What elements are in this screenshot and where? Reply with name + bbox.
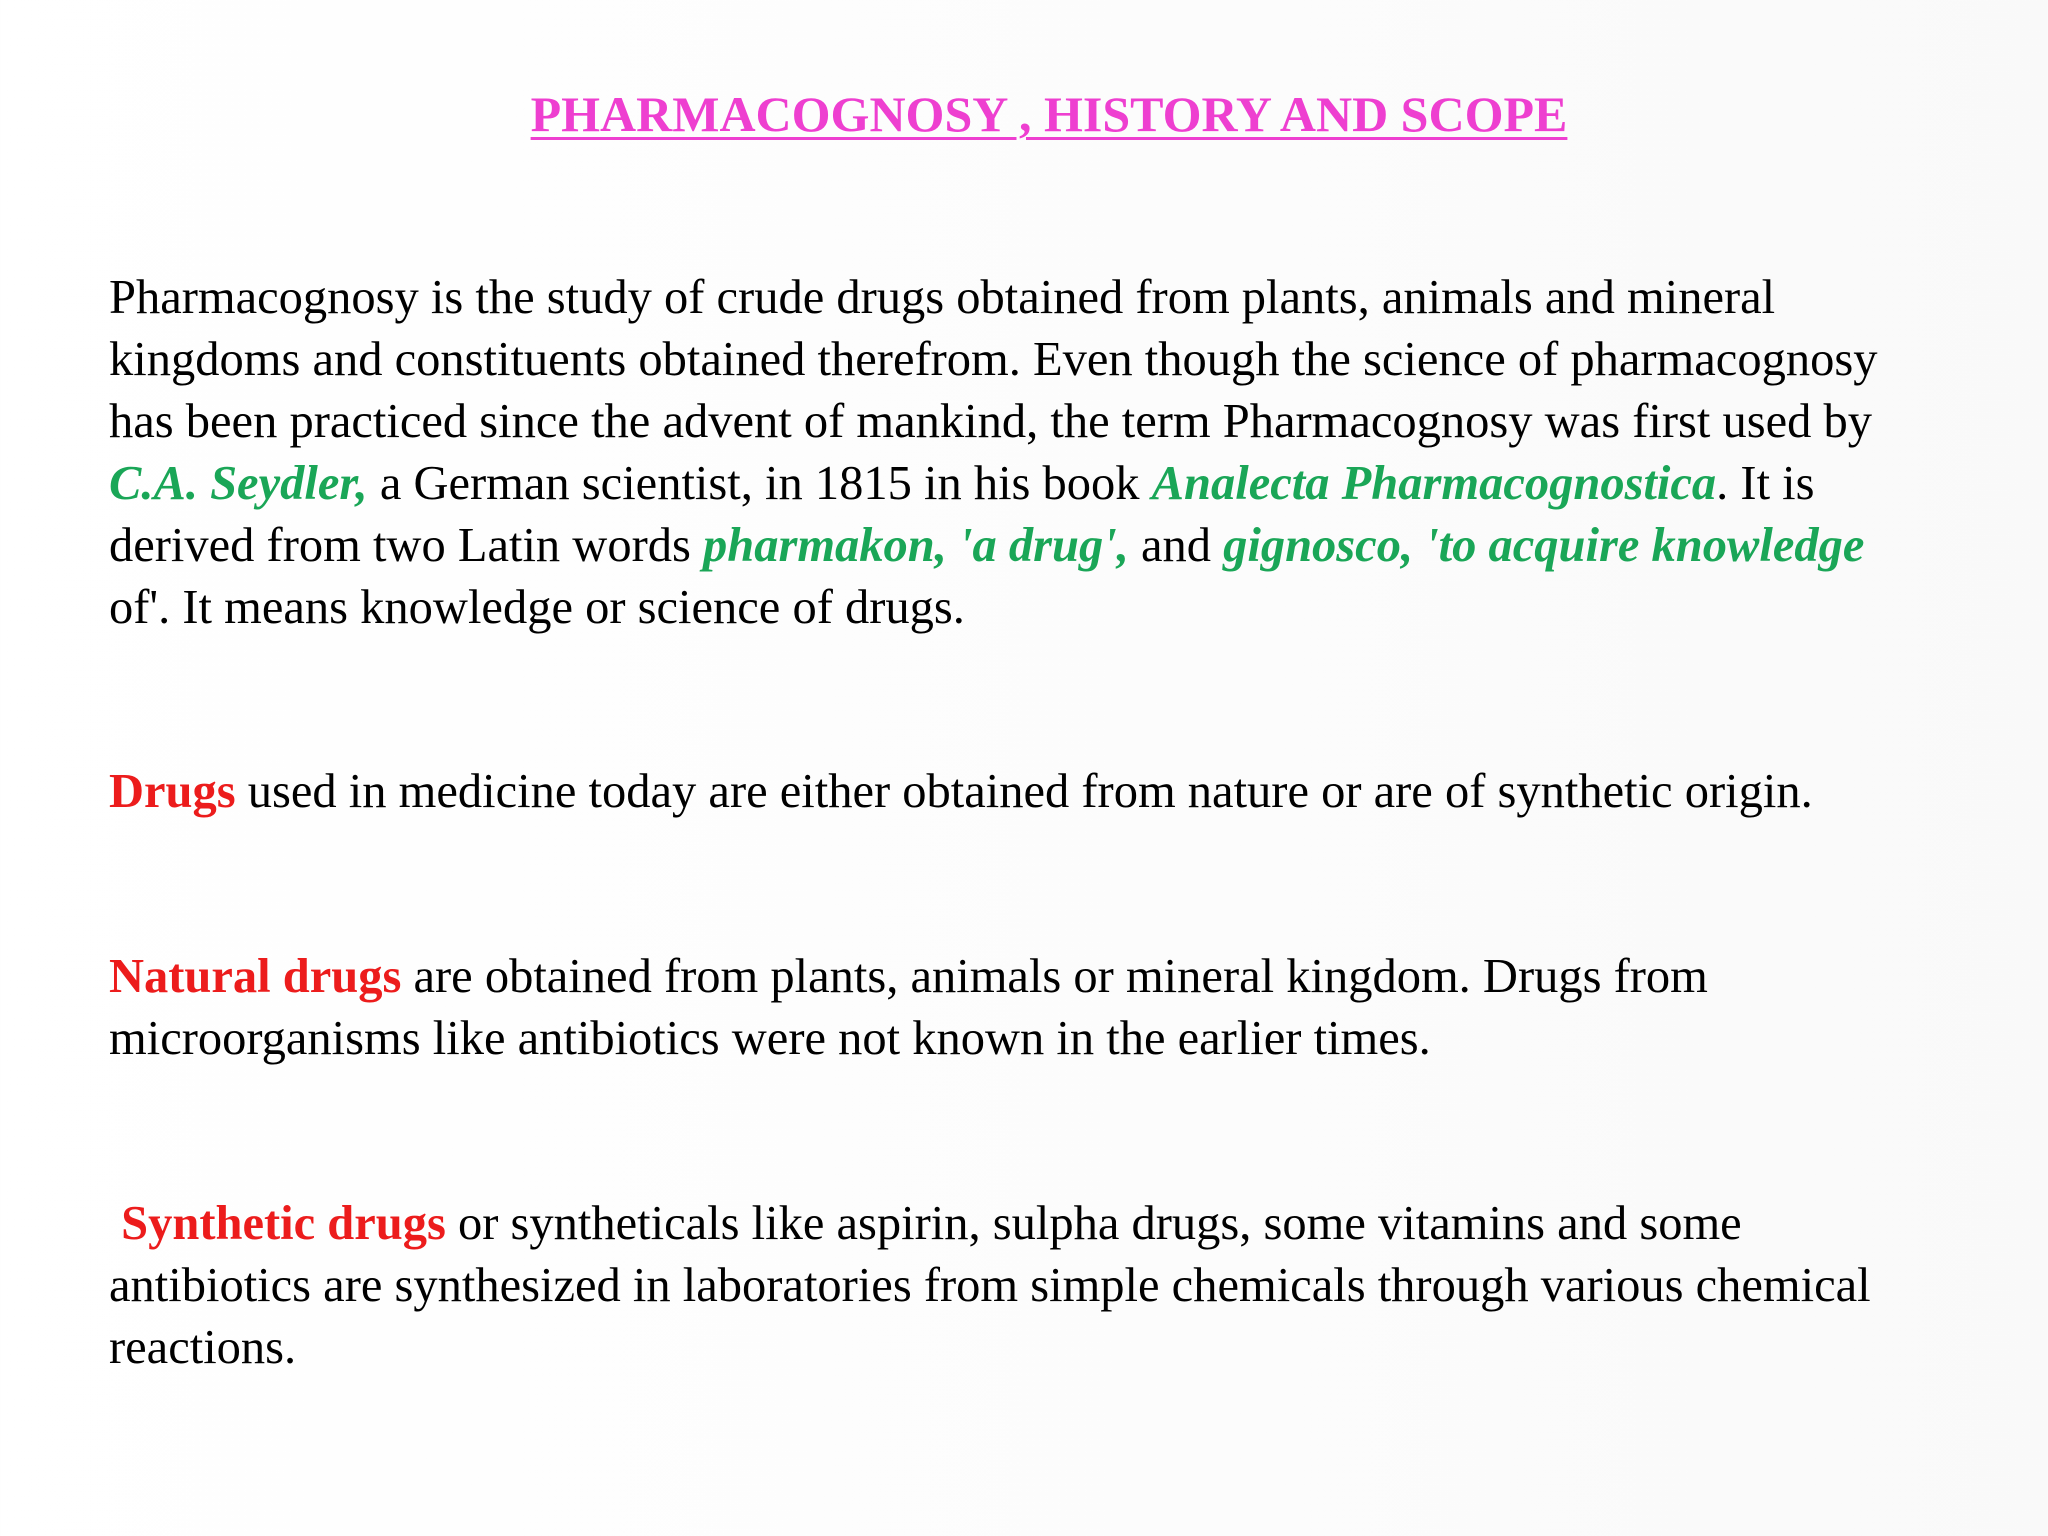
synthetic-line-2: antibiotics are synthesized in laboratories from simple chemicals through various chemical [109,1259,1871,1312]
drugs-line-1 [109,761,2029,823]
drugs-paragraph [109,761,2029,823]
drugs-term: Drugs [109,765,236,818]
natural-drugs-paragraph [109,946,2029,1070]
intro-line-5-mid: and [1128,519,1224,572]
page-title: PHARMACOGNOSY , HISTORY AND SCOPE [530,86,1568,142]
intro-line-2: kingdoms and constituents obtained therefrom. Even though the science of pharmacognosy [109,333,1878,386]
latin-term-pharmakon: pharmakon, 'a drug', [702,519,1129,572]
synthetic-line-1-text: or syntheticals like aspirin, sulpha drugs, some vitamins and some [445,1197,1742,1250]
intro-line-6: of'. It means knowledge or science of drugs. [109,581,965,634]
drugs-text: used in medicine today are either obtained from nature or are of synthetic origin. [235,765,1813,818]
natural-drugs-term: Natural drugs [109,950,402,1003]
intro-line-5-start: derived from two Latin words [109,519,703,572]
intro-paragraph [109,267,2029,639]
natural-line-1-text: are obtained from plants, animals or mineral kingdom. Drugs from [401,950,1708,1003]
latin-term-gignosco: gignosco, 'to acquire knowledge [1223,519,1865,572]
book-title: Analecta Pharmacognostica [1151,457,1717,510]
intro-line-4-end: . It is [1716,457,1815,510]
intro-line-3: has been practiced since the advent of mankind, the term Pharmacognosy was first used by [109,395,1872,448]
synthetic-drugs-term: Synthetic drugs [121,1197,446,1250]
intro-line-4-text: a German scientist, in 1815 in his book [367,457,1152,510]
author-name: C.A. Seydler, [109,457,368,510]
intro-line-1: Pharmacognosy is the study of crude drugs obtained from plants, animals and mineral [109,271,1776,324]
synthetic-line-3: reactions. [109,1321,297,1374]
natural-line-2: microorganisms like antibiotics were not known in the earlier times. [109,1012,1431,1065]
intro-line-5 [109,515,2029,577]
synthetic-drugs-paragraph [109,1193,2029,1379]
intro-line-4 [109,453,2029,515]
synthetic-line-1 [109,1193,2029,1255]
natural-line-1 [109,946,2029,1008]
